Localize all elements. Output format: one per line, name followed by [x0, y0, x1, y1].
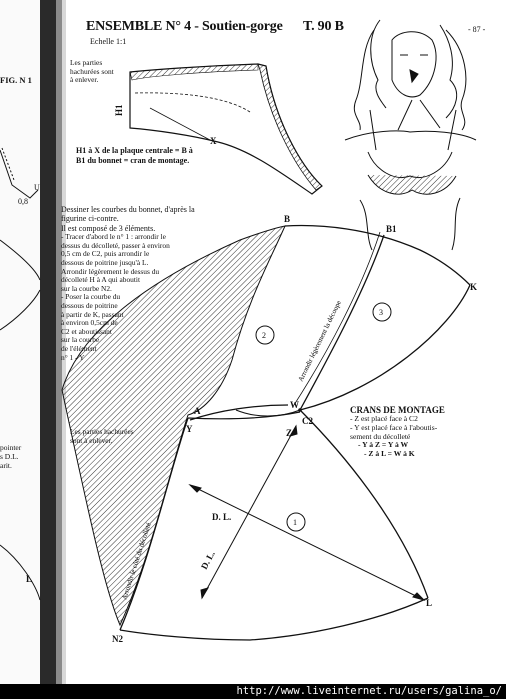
size-label: T. 90 B [302, 19, 344, 34]
curve-label-decollete: Arrondir le côté du décolleté [120, 521, 153, 601]
piece-3-number: 3 [379, 308, 383, 317]
notch-note: H1 à X de la plaque centrale = B à B1 du bonnet = cran de montage. [76, 146, 193, 165]
dimension-label-2: D. L. [198, 549, 217, 571]
point-c2: C2 [302, 416, 313, 426]
ensemble-title: ENSEMBLE N° 4 - Soutien-gorge [86, 19, 283, 34]
piece-2-number: 2 [262, 331, 266, 340]
point-n2: N2 [112, 634, 123, 644]
source-url[interactable]: http://www.liveinternet.ru/users/galina_o/ [236, 685, 502, 697]
piece-1-number: 1 [293, 518, 297, 527]
hatched-note-top: Les parties hachurées sont à enlever. [70, 58, 114, 85]
left-label-u: U [34, 183, 40, 192]
point-x: X [210, 136, 217, 146]
dimension-label-1: D. L. [212, 512, 232, 522]
left-marker-l: L [26, 574, 33, 584]
point-b: B [284, 214, 291, 224]
curve-label-decoupe: Arrondir légèrement la découpe [296, 299, 343, 383]
page-number: - 87 - [468, 25, 486, 34]
scale-note: Echelle 1:1 [90, 37, 127, 46]
central-plate [130, 64, 322, 194]
instructions-text: Dessiner les courbes du bonnet, d'après la figurine ci-contre. Il est composé de 3 éléments. - Tracer d'abord le n° 1 : arrondir le dessus du décolleté, passer à environ 0,5 cm de C2, puis arrondir le dessous de poitrine jusqu'à L. Arrondir légèrement le dessus du décolleté H à A qui aboutit sur la courbe N2. - Poser la courbe du dessous de poitrine à partir de K, passant à environ 0,5cm de C2 et aboutissant sur la courbe de l'élément n° 1 - Y [61, 205, 195, 362]
left-page-text: pointer s D.L. arit. [0, 443, 22, 470]
page-title [86, 19, 344, 35]
point-y: Y [186, 424, 193, 434]
hatched-note-bottom: Les parties hachurées sont à enlever. [70, 427, 134, 445]
left-page [0, 0, 40, 684]
left-label-08: 0,8 [18, 197, 28, 206]
model-illustration [345, 20, 476, 250]
binding-shadow [38, 0, 56, 699]
crans-title: CRANS DE MONTAGE [350, 405, 445, 415]
point-a: A [194, 406, 201, 416]
fig-label: FIG. N 1 [0, 75, 32, 85]
point-l: L [426, 598, 433, 608]
crans-de-montage: CRANS DE MONTAGE - Z est placé face à C2 - Y est placé face à l'aboutis- sement du décolleté - Y à Z = Y à W - Z à L = W à K [350, 405, 445, 459]
point-z: Z [286, 428, 293, 438]
point-h1: H1 [114, 104, 124, 116]
point-k: K [470, 282, 478, 292]
point-w: W [290, 400, 299, 410]
point-b1: B1 [386, 224, 397, 234]
